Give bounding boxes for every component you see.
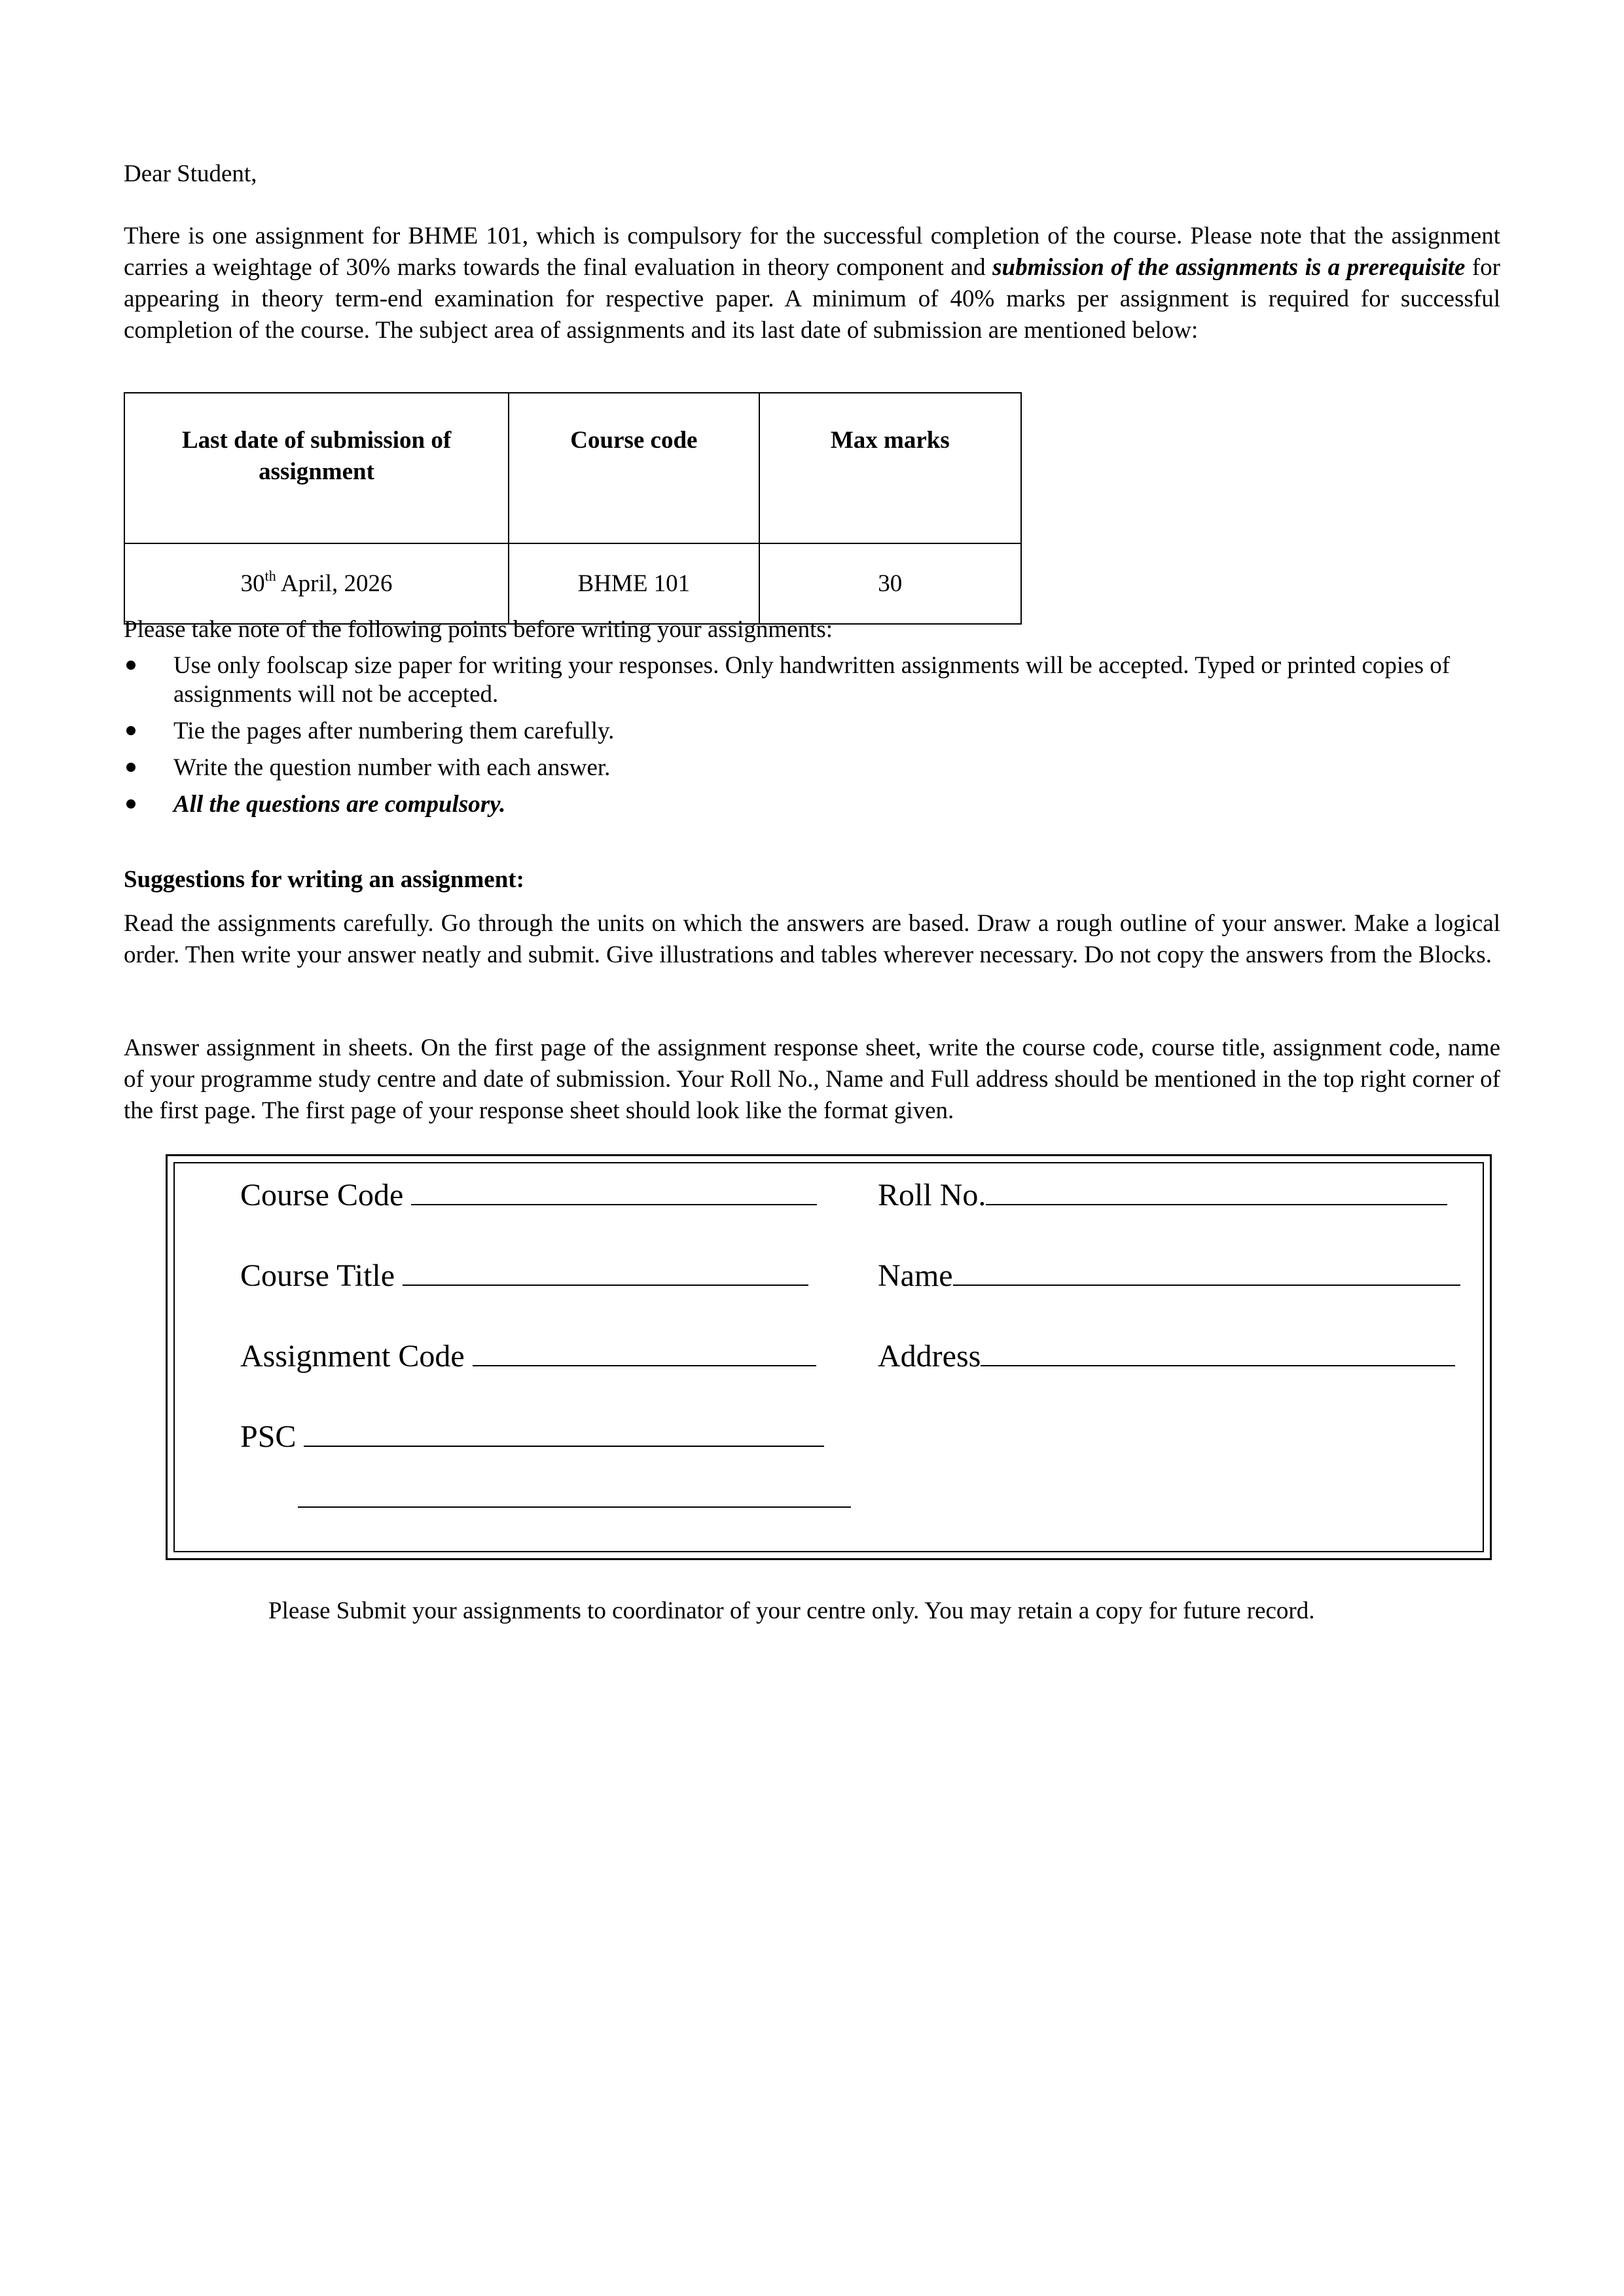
intro-text-part1: There is one assignment for BHME 101, which is compulsory for the successful completion of the course. Please note that the assignment carries a weightage of 30% marks towards the final evaluation in theory component and xyxy=(124,223,1500,281)
course-code-field xyxy=(240,1175,817,1214)
intro-emphasis: submission of the assignments is a prerequisite xyxy=(992,254,1466,281)
psc-second-line xyxy=(298,1478,851,1516)
list-item xyxy=(124,651,1525,709)
assignment-code-field xyxy=(240,1336,816,1375)
address-blank-line xyxy=(981,1336,1455,1366)
assignment-code-label: Assignment Code xyxy=(240,1339,465,1374)
bullet-icon xyxy=(126,799,135,809)
notes-intro: Please take note of the following points before writing your assignments: xyxy=(124,616,833,643)
response-sheet-format-box xyxy=(166,1154,1492,1560)
points-list xyxy=(124,651,1525,827)
suggestions-paragraph: Read the assignments carefully. Go through the units on which the answers are based. Draw a rough outline of your answer. Make a logical order. Then write your answer neatly and submit. Give illustrations and tables wherever necessary. Do not copy the answers from the Blocks. xyxy=(124,910,1500,968)
intro-paragraph xyxy=(124,221,1500,346)
course-title-field xyxy=(240,1256,808,1294)
roll-no-blank-line xyxy=(986,1175,1447,1205)
name-blank-line xyxy=(953,1256,1460,1286)
bullet-icon xyxy=(126,726,135,735)
answer-instructions-paragraph: Answer assignment in sheets. On the first page of the assignment response sheet, write the course code, course title, assignment code, name of your programme study centre and date of submission. Your Roll No., Name and Full address should be mentioned in the top right corner of the first page. The first page of your response sheet should look like the format given. xyxy=(124,1034,1500,1124)
roll-no-field xyxy=(878,1175,1447,1214)
address-label: Address xyxy=(878,1339,981,1374)
footer-note: Please Submit your assignments to coordinator of your centre only. You may retain a copy for future record. xyxy=(268,1597,1315,1624)
psc-field xyxy=(240,1417,824,1455)
cell-course-code: BHME 101 xyxy=(509,543,759,624)
course-title-label: Course Title xyxy=(240,1258,395,1293)
date-suffix: th xyxy=(264,568,276,585)
list-item xyxy=(124,754,1525,782)
table-row xyxy=(124,543,1021,624)
course-code-label: Course Code xyxy=(240,1178,404,1212)
date-rest: April, 2026 xyxy=(276,570,393,597)
bullet-icon xyxy=(126,763,135,772)
course-title-blank-line xyxy=(403,1256,808,1286)
point-text-emphasis: All the questions are compulsory. xyxy=(173,791,506,818)
header-course-code: Course code xyxy=(509,393,759,543)
cell-last-date xyxy=(124,543,509,624)
course-code-blank-line xyxy=(411,1175,817,1205)
psc-blank-line-2 xyxy=(298,1478,851,1508)
date-day: 30 xyxy=(240,570,265,597)
assignment-code-blank-line xyxy=(473,1336,816,1366)
response-sheet-inner-border xyxy=(173,1162,1484,1552)
suggestions-heading: Suggestions for writing an assignment: xyxy=(124,866,524,893)
intro-text-part2: for appearing in theory term-end examination for respective paper. A minimum of 40% marks per assignment is required for successful completion of the course. The subject area of assignments and its last date of submission are mentioned below: xyxy=(124,254,1500,344)
table-header-row xyxy=(124,393,1021,543)
greeting: Dear Student, xyxy=(124,160,257,187)
name-field xyxy=(878,1256,1460,1294)
bullet-icon xyxy=(126,661,135,670)
submission-schedule-table xyxy=(124,392,1022,625)
point-text: Write the question number with each answer. xyxy=(173,754,611,781)
point-text: Use only foolscap size paper for writing your responses. Only handwritten assignments will be accepted. Typed or printed copies of assignments will not be accepted. xyxy=(173,652,1451,708)
point-text: Tie the pages after numbering them carefully. xyxy=(173,718,615,744)
psc-label: PSC xyxy=(240,1419,297,1454)
address-field xyxy=(878,1336,1455,1375)
cell-max-marks: 30 xyxy=(759,543,1021,624)
header-max-marks: Max marks xyxy=(759,393,1021,543)
list-item xyxy=(124,717,1525,746)
list-item xyxy=(124,790,1525,819)
header-last-date: Last date of submission of assignment xyxy=(124,393,509,543)
roll-no-label: Roll No. xyxy=(878,1178,986,1212)
name-label: Name xyxy=(878,1258,953,1293)
psc-blank-line xyxy=(304,1417,824,1447)
